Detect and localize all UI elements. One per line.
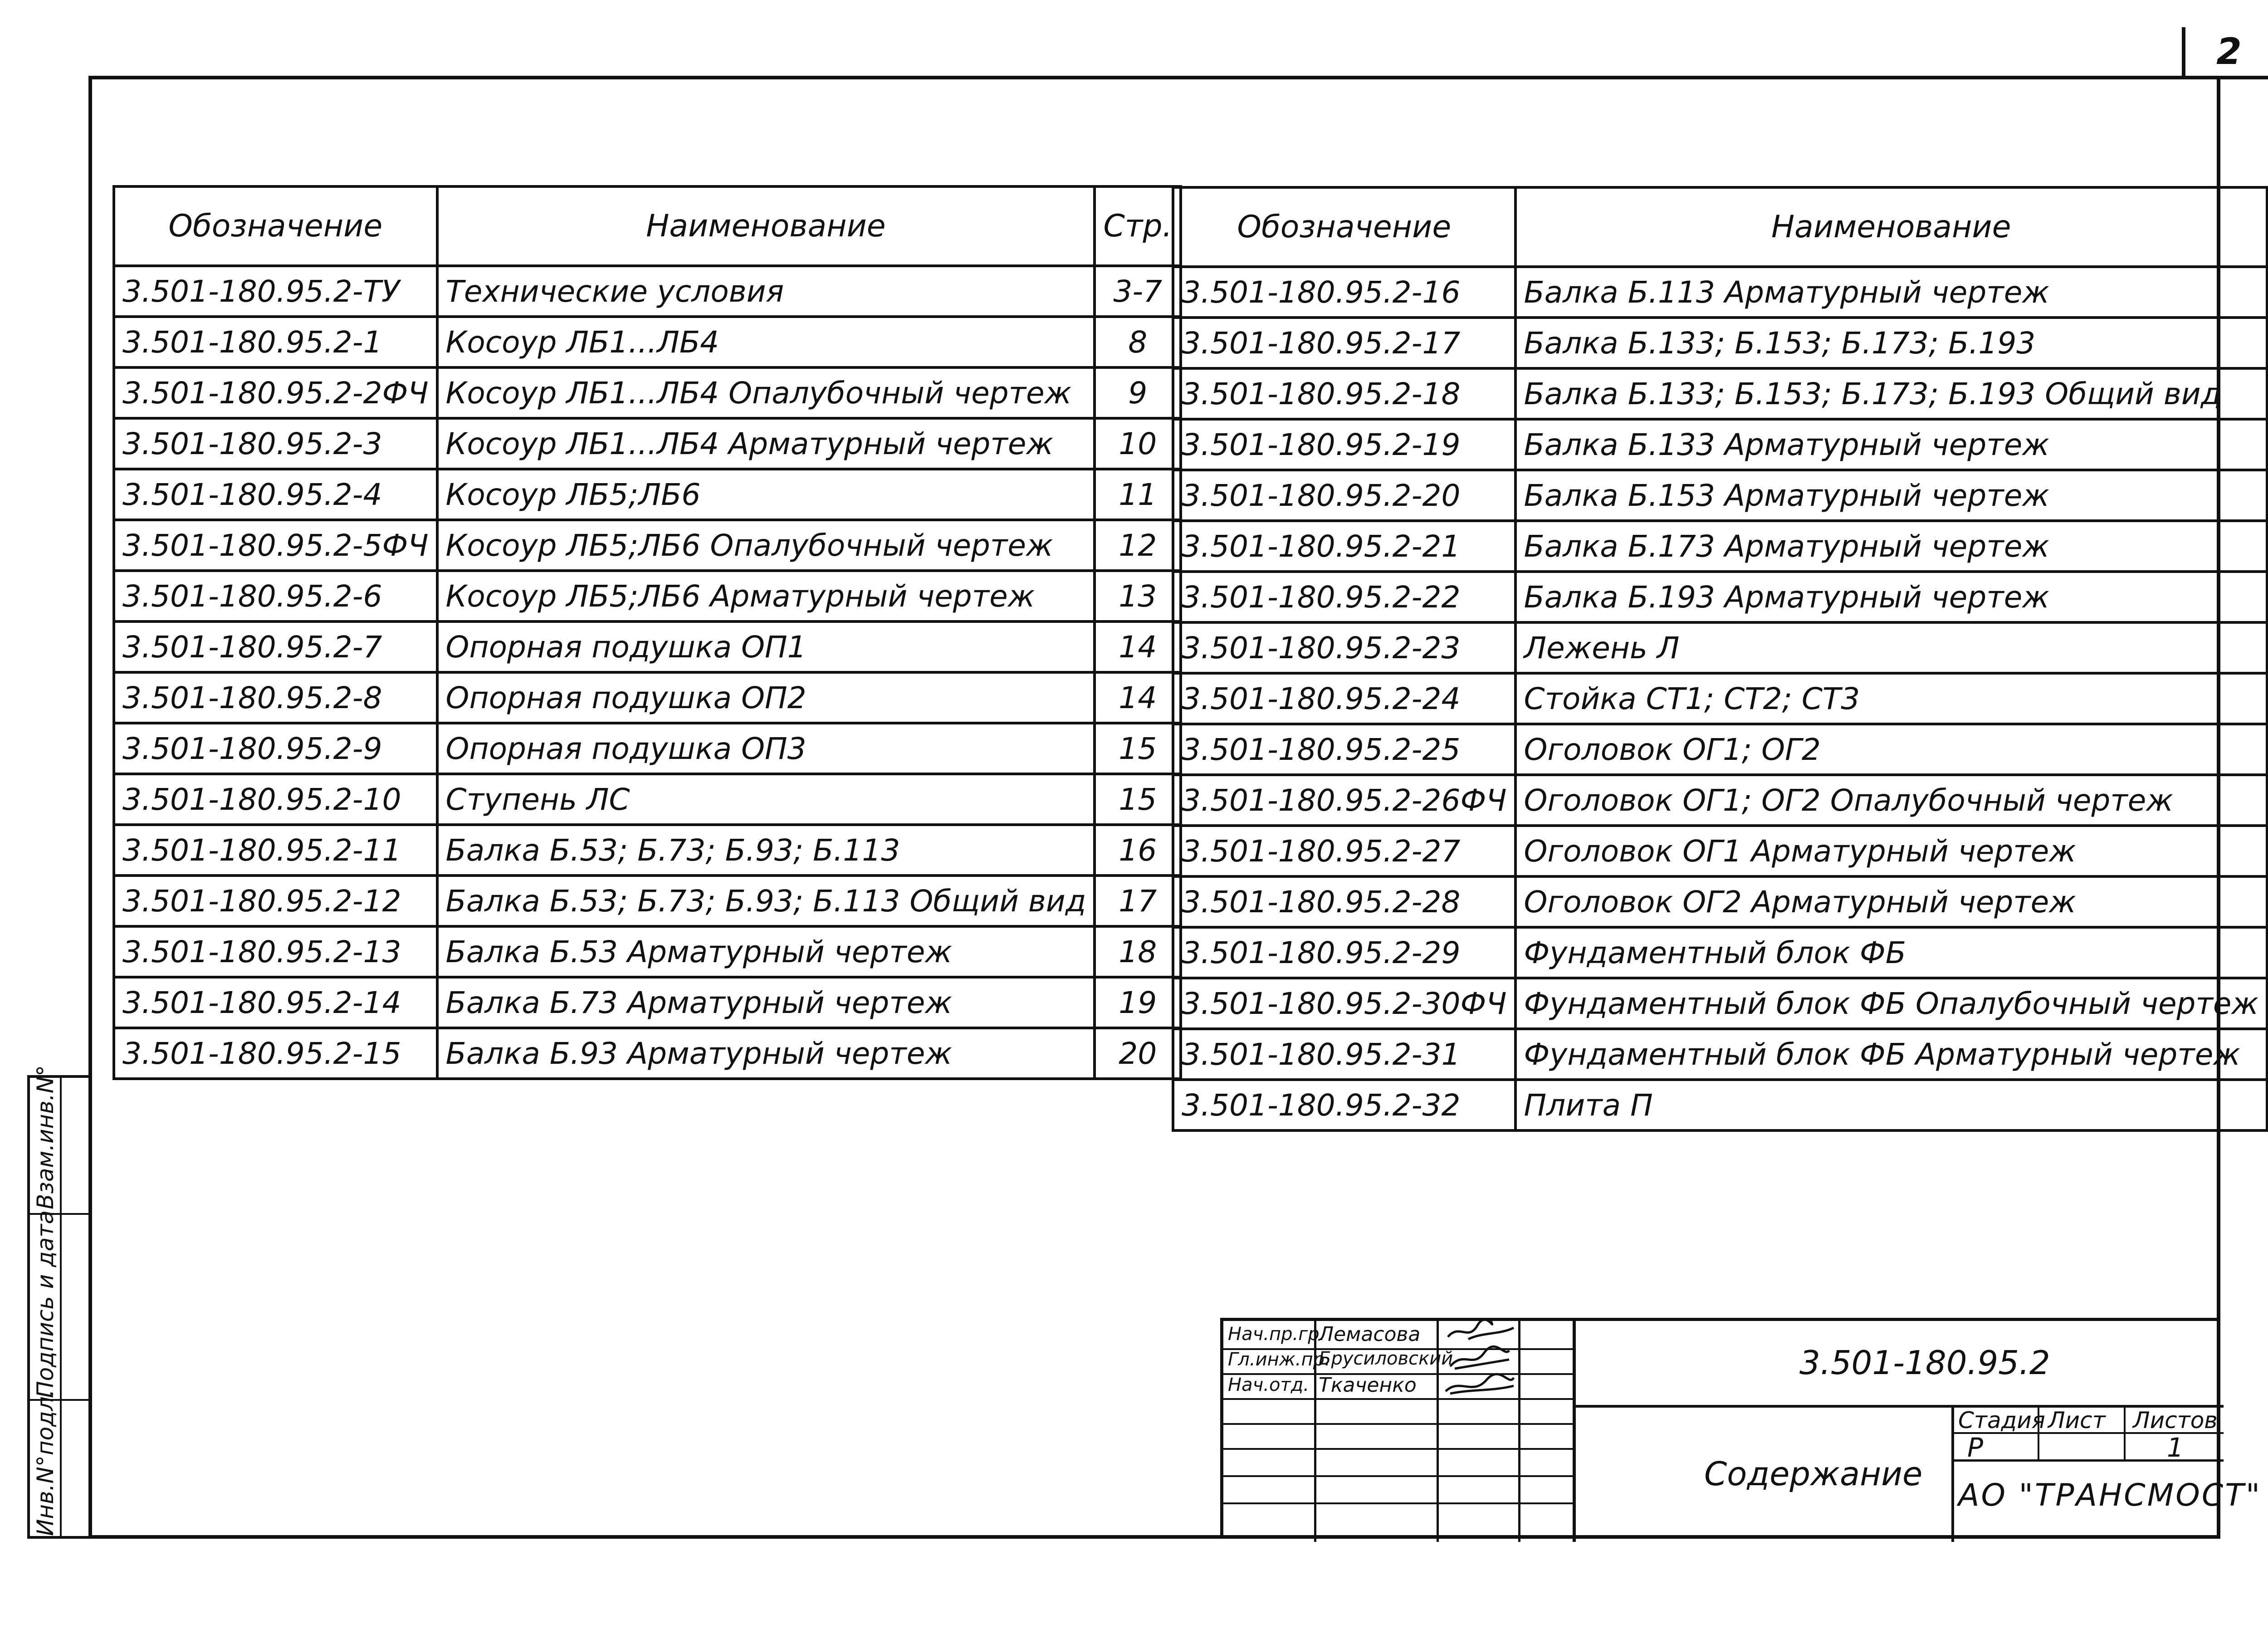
- signature-name: Ткаченко: [1319, 1374, 1417, 1397]
- tb-divider: [1223, 1448, 1573, 1450]
- cell-name: Балка Б.153 Арматурный чертеж: [1515, 470, 2267, 521]
- signature-name: Лемасова: [1319, 1323, 1421, 1346]
- tb-divider: [2124, 1405, 2126, 1459]
- cell-designation: 3.501-180.95.2-28: [1173, 876, 1515, 927]
- table-row: [114, 571, 1181, 621]
- table-row: [1173, 673, 2268, 724]
- header-designation: Обозначение: [1173, 187, 1515, 267]
- cell-page: 12: [1095, 520, 1181, 571]
- cell-designation: 3.501-180.95.2-4: [114, 469, 437, 520]
- table-row: [114, 418, 1181, 469]
- contents-table-right: [1172, 186, 2268, 1132]
- cell-page: 16: [1095, 825, 1181, 876]
- cell-page: 19: [1095, 977, 1181, 1028]
- tb-divider: [1223, 1475, 1573, 1477]
- header-designation: Обозначение: [114, 186, 437, 266]
- cell-designation: 3.501-180.95.2-5ФЧ: [114, 520, 437, 571]
- cell-name: Косоур ЛБ1...ЛБ4 Арматурный чертеж: [437, 418, 1095, 469]
- cell-name: Оголовок ОГ1 Арматурный чертеж: [1515, 826, 2267, 876]
- cell-page: 3-7: [1095, 266, 1181, 317]
- cell-name: Балка Б.133 Арматурный чертеж: [1515, 419, 2267, 470]
- cell-name: Балка Б.133; Б.153; Б.173; Б.193: [1515, 318, 2267, 368]
- table-row: [114, 621, 1181, 672]
- cell-designation: 3.501-180.95.2-10: [114, 774, 437, 825]
- cell-name: Балка Б.73 Арматурный чертеж: [437, 977, 1095, 1028]
- cell-name: Лежень Л: [1515, 622, 2267, 673]
- signature-role: Нач.отд.: [1228, 1375, 1310, 1395]
- cell-designation: 3.501-180.95.2-25: [1173, 724, 1515, 775]
- cell-page: 14: [1095, 621, 1181, 672]
- cell-designation: 3.501-180.95.2-6: [114, 571, 437, 621]
- cell-designation: 3.501-180.95.2-8: [114, 672, 437, 723]
- signature-role: Гл.инж.пр.: [1228, 1349, 1330, 1370]
- cell-page: 13: [1095, 571, 1181, 621]
- cell-name: Ступень ЛС: [437, 774, 1095, 825]
- table-row: [1173, 826, 2268, 876]
- cell-designation: 3.501-180.95.2-27: [1173, 826, 1515, 876]
- cell-name: Технические условия: [437, 266, 1095, 317]
- handwritten-signatures: [1441, 1314, 1518, 1400]
- cell-designation: 3.501-180.95.2-29: [1173, 927, 1515, 978]
- cell-designation: 3.501-180.95.2-21: [1173, 521, 1515, 572]
- cell-designation: 3.501-180.95.2-11: [114, 825, 437, 876]
- tb-divider: [1223, 1398, 1573, 1400]
- cell-designation: 3.501-180.95.2-1: [114, 317, 437, 367]
- table-row: [1173, 368, 2268, 419]
- cell-designation: 3.501-180.95.2-30ФЧ: [1173, 978, 1515, 1029]
- cell-name: Косоур ЛБ5;ЛБ6 Опалубочный чертеж: [437, 520, 1095, 571]
- table-row: [1173, 876, 2268, 927]
- table-row: [114, 672, 1181, 723]
- table-row: [114, 317, 1181, 367]
- table-row: [114, 774, 1181, 825]
- cell-page: 15: [1095, 774, 1181, 825]
- table-row: [114, 825, 1181, 876]
- cell-name: Оголовок ОГ1; ОГ2 Опалубочный чертеж: [1515, 775, 2267, 826]
- cell-name: Фундаментный блок ФБ: [1515, 927, 2267, 978]
- cell-name: Косоур ЛБ5;ЛБ6 Арматурный чертеж: [437, 571, 1095, 621]
- table-row: [1173, 1029, 2268, 1080]
- tb-divider: [1518, 1321, 1520, 1542]
- table-row: [1173, 775, 2268, 826]
- table-row: [1173, 419, 2268, 470]
- sheets-label: Листов: [2133, 1407, 2218, 1433]
- cell-designation: 3.501-180.95.2-24: [1173, 673, 1515, 724]
- cell-designation: 3.501-180.95.2-3: [114, 418, 437, 469]
- table-row: [1173, 572, 2268, 622]
- cell-name: Опорная подушка ОП2: [437, 672, 1095, 723]
- cell-designation: 3.501-180.95.2-16: [1173, 267, 1515, 318]
- cell-designation: 3.501-180.95.2-14: [114, 977, 437, 1028]
- table-row: [1173, 1080, 2268, 1130]
- stage-value: Р: [1967, 1432, 1983, 1463]
- cell-name: Опорная подушка ОП1: [437, 621, 1095, 672]
- cell-page: 9: [1095, 367, 1181, 418]
- cell-name: Фундаментный блок ФБ Опалубочный чертеж: [1515, 978, 2267, 1029]
- cell-page: 15: [1095, 723, 1181, 774]
- cell-name: Фундаментный блок ФБ Арматурный чертеж: [1515, 1029, 2267, 1080]
- sheet-number: 2: [2182, 27, 2268, 79]
- table-row: [1173, 267, 2268, 318]
- header-name: Наименование: [437, 186, 1095, 266]
- table-row: [114, 520, 1181, 571]
- contents-table-left: [112, 185, 1182, 1080]
- cell-designation: 3.501-180.95.2-13: [114, 926, 437, 977]
- cell-page: 11: [1095, 469, 1181, 520]
- cell-name: Балка Б.53; Б.73; Б.93; Б.113 Общий вид: [437, 876, 1095, 926]
- cell-page: 17: [1095, 876, 1181, 926]
- cell-name: Оголовок ОГ1; ОГ2: [1515, 724, 2267, 775]
- table-row: [1173, 978, 2268, 1029]
- cell-designation: 3.501-180.95.2-26ФЧ: [1173, 775, 1515, 826]
- tb-divider: [1951, 1405, 1954, 1542]
- cell-name: Косоур ЛБ5;ЛБ6: [437, 469, 1095, 520]
- title-block: [1220, 1318, 2262, 1539]
- cell-designation: 3.501-180.95.2-18: [1173, 368, 1515, 419]
- cell-name: Косоур ЛБ1...ЛБ4 Опалубочный чертеж: [437, 367, 1095, 418]
- cell-name: Оголовок ОГ2 Арматурный чертеж: [1515, 876, 2267, 927]
- document-code: 3.501-180.95.2: [1799, 1344, 2050, 1382]
- header-page: Стр.: [1095, 186, 1181, 266]
- cell-page: 10: [1095, 418, 1181, 469]
- table-row: [1173, 927, 2268, 978]
- cell-name: Косоур ЛБ1...ЛБ4: [437, 317, 1095, 367]
- cell-name: Балка Б.53 Арматурный чертеж: [437, 926, 1095, 977]
- table-row: [114, 926, 1181, 977]
- table-row: [114, 876, 1181, 926]
- cell-designation: 3.501-180.95.2-32: [1173, 1080, 1515, 1130]
- tb-divider: [1573, 1321, 1576, 1542]
- cell-designation: 3.501-180.95.2-23: [1173, 622, 1515, 673]
- cell-page: 8: [1095, 317, 1181, 367]
- stage-label: Стадия: [1958, 1407, 2045, 1433]
- cell-designation: 3.501-180.95.2-9: [114, 723, 437, 774]
- cell-page: 14: [1095, 672, 1181, 723]
- signature-name: Брусиловский: [1319, 1348, 1453, 1369]
- cell-name: Плита П: [1515, 1080, 2267, 1130]
- cell-designation: 3.501-180.95.2-15: [114, 1028, 437, 1079]
- cell-name: Опорная подушка ОП3: [437, 723, 1095, 774]
- table-row: [114, 266, 1181, 317]
- sheet-label: Лист: [2048, 1407, 2106, 1433]
- table-row: [1173, 470, 2268, 521]
- cell-designation: 3.501-180.95.2-22: [1173, 572, 1515, 622]
- cell-name: Балка Б.173 Арматурный чертеж: [1515, 521, 2267, 572]
- table-row: [1173, 622, 2268, 673]
- organization-name: АО "ТРАНСМОСТ": [1958, 1477, 2262, 1513]
- tb-divider: [1573, 1405, 2224, 1408]
- table-row: [1173, 318, 2268, 368]
- tb-divider: [1223, 1423, 1573, 1425]
- cell-page: 18: [1095, 926, 1181, 977]
- table-row: [114, 723, 1181, 774]
- contents-rows-left: [114, 266, 1181, 1079]
- cell-name: Балка Б.53; Б.73; Б.93; Б.113: [437, 825, 1095, 876]
- table-row: [1173, 521, 2268, 572]
- cell-designation: 3.501-180.95.2-31: [1173, 1029, 1515, 1080]
- table-row: [1173, 724, 2268, 775]
- table-row: [114, 367, 1181, 418]
- table-row: [114, 1028, 1181, 1079]
- signature-role: Нач.пр.гр.: [1228, 1324, 1325, 1345]
- cell-page: 20: [1095, 1028, 1181, 1079]
- cell-designation: 3.501-180.95.2-2ФЧ: [114, 367, 437, 418]
- cell-name: Балка Б.193 Арматурный чертеж: [1515, 572, 2267, 622]
- margin-label-original-inv: Инв.N°подл.: [32, 1389, 59, 1536]
- cell-designation: 3.501-180.95.2-17: [1173, 318, 1515, 368]
- margin-label-replacement-inv: Взам.инв.N°: [32, 1065, 59, 1209]
- sheets-value: 1: [2167, 1432, 2184, 1463]
- table-header-row: [1173, 187, 2268, 267]
- cell-name: Стойка СТ1; СТ2; СТ3: [1515, 673, 2267, 724]
- cell-designation: 3.501-180.95.2-ТУ: [114, 266, 437, 317]
- table-header-row: [114, 186, 1181, 266]
- cell-name: Балка Б.93 Арматурный чертеж: [437, 1028, 1095, 1079]
- margin-label-signature-date: Подпись и дата: [32, 1210, 59, 1398]
- cell-name: Балка Б.113 Арматурный чертеж: [1515, 267, 2267, 318]
- header-name: Наименование: [1515, 187, 2267, 267]
- cell-designation: 3.501-180.95.2-12: [114, 876, 437, 926]
- tb-divider: [1223, 1502, 1573, 1504]
- cell-name: Балка Б.133; Б.153; Б.173; Б.193 Общий вид: [1515, 368, 2267, 419]
- cell-designation: 3.501-180.95.2-7: [114, 621, 437, 672]
- table-row: [114, 977, 1181, 1028]
- table-row: [114, 469, 1181, 520]
- contents-rows-right: [1173, 267, 2268, 1130]
- cell-designation: 3.501-180.95.2-20: [1173, 470, 1515, 521]
- cell-designation: 3.501-180.95.2-19: [1173, 419, 1515, 470]
- document-title: Содержание: [1704, 1455, 1923, 1493]
